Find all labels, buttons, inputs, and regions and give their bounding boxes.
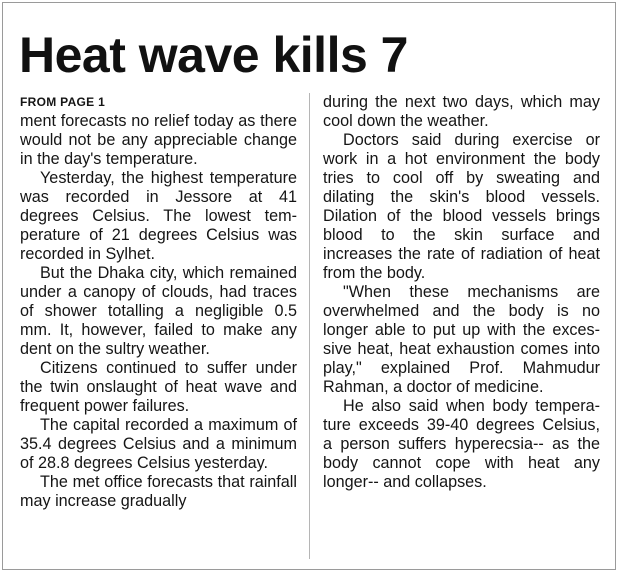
paragraph: ment forecasts no relief today as there would not be any appreciable change in the day's temperature. — [20, 112, 297, 168]
paragraph: The met office forecasts that rainfall may increase gradually — [20, 473, 297, 510]
newspaper-clipping — [2, 2, 616, 570]
paragraph: Yesterday, the highest temperature was recorded in Jessore at 41 degrees Celsius. The lowest temperature of 21 degrees Celsius was recorded in Sylhet. — [20, 169, 297, 263]
paragraph: The capital recorded a maximum of 35.4 degrees Celsius and a minimum of 28.8 degrees Celsius yesterday. — [20, 416, 297, 472]
headline: Heat wave kills 7 — [19, 27, 408, 83]
paragraph: Doctors said during exercise or work in a hot environment the body tries to cool off by sweating and dilating the skin's blood vessels. Dilation of the blood vessels brings blood to the skin surface and increases the rate of radiation of heat from the body. — [323, 131, 600, 282]
right-column — [323, 93, 600, 492]
column-divider — [309, 93, 310, 559]
paragraph: during the next two days, which may cool down the weather. — [323, 93, 600, 130]
jump-label: FROM PAGE 1 — [20, 95, 106, 109]
left-column — [20, 93, 297, 511]
paragraph: "When these mechanisms are overwhelmed and the body is no longer able to put up with the excessive heat, heat exhaustion comes into play," explained Prof. Mahmudur Rahman, a doctor of medicine. — [323, 283, 600, 396]
paragraph: But the Dhaka city, which remained under a canopy of clouds, had traces of shower totalling a negligible 0.5 mm. It, however, failed to make any dent on the sultry weather. — [20, 264, 297, 358]
paragraph: Citizens continued to suffer under the twin onslaught of heat wave and frequent power failures. — [20, 359, 297, 415]
paragraph: He also said when body temperature exceeds 39-40 degrees Celsius, a person suffers hyperecsia-- as the body cannot cope with heat any longer-- and collapses. — [323, 397, 600, 491]
